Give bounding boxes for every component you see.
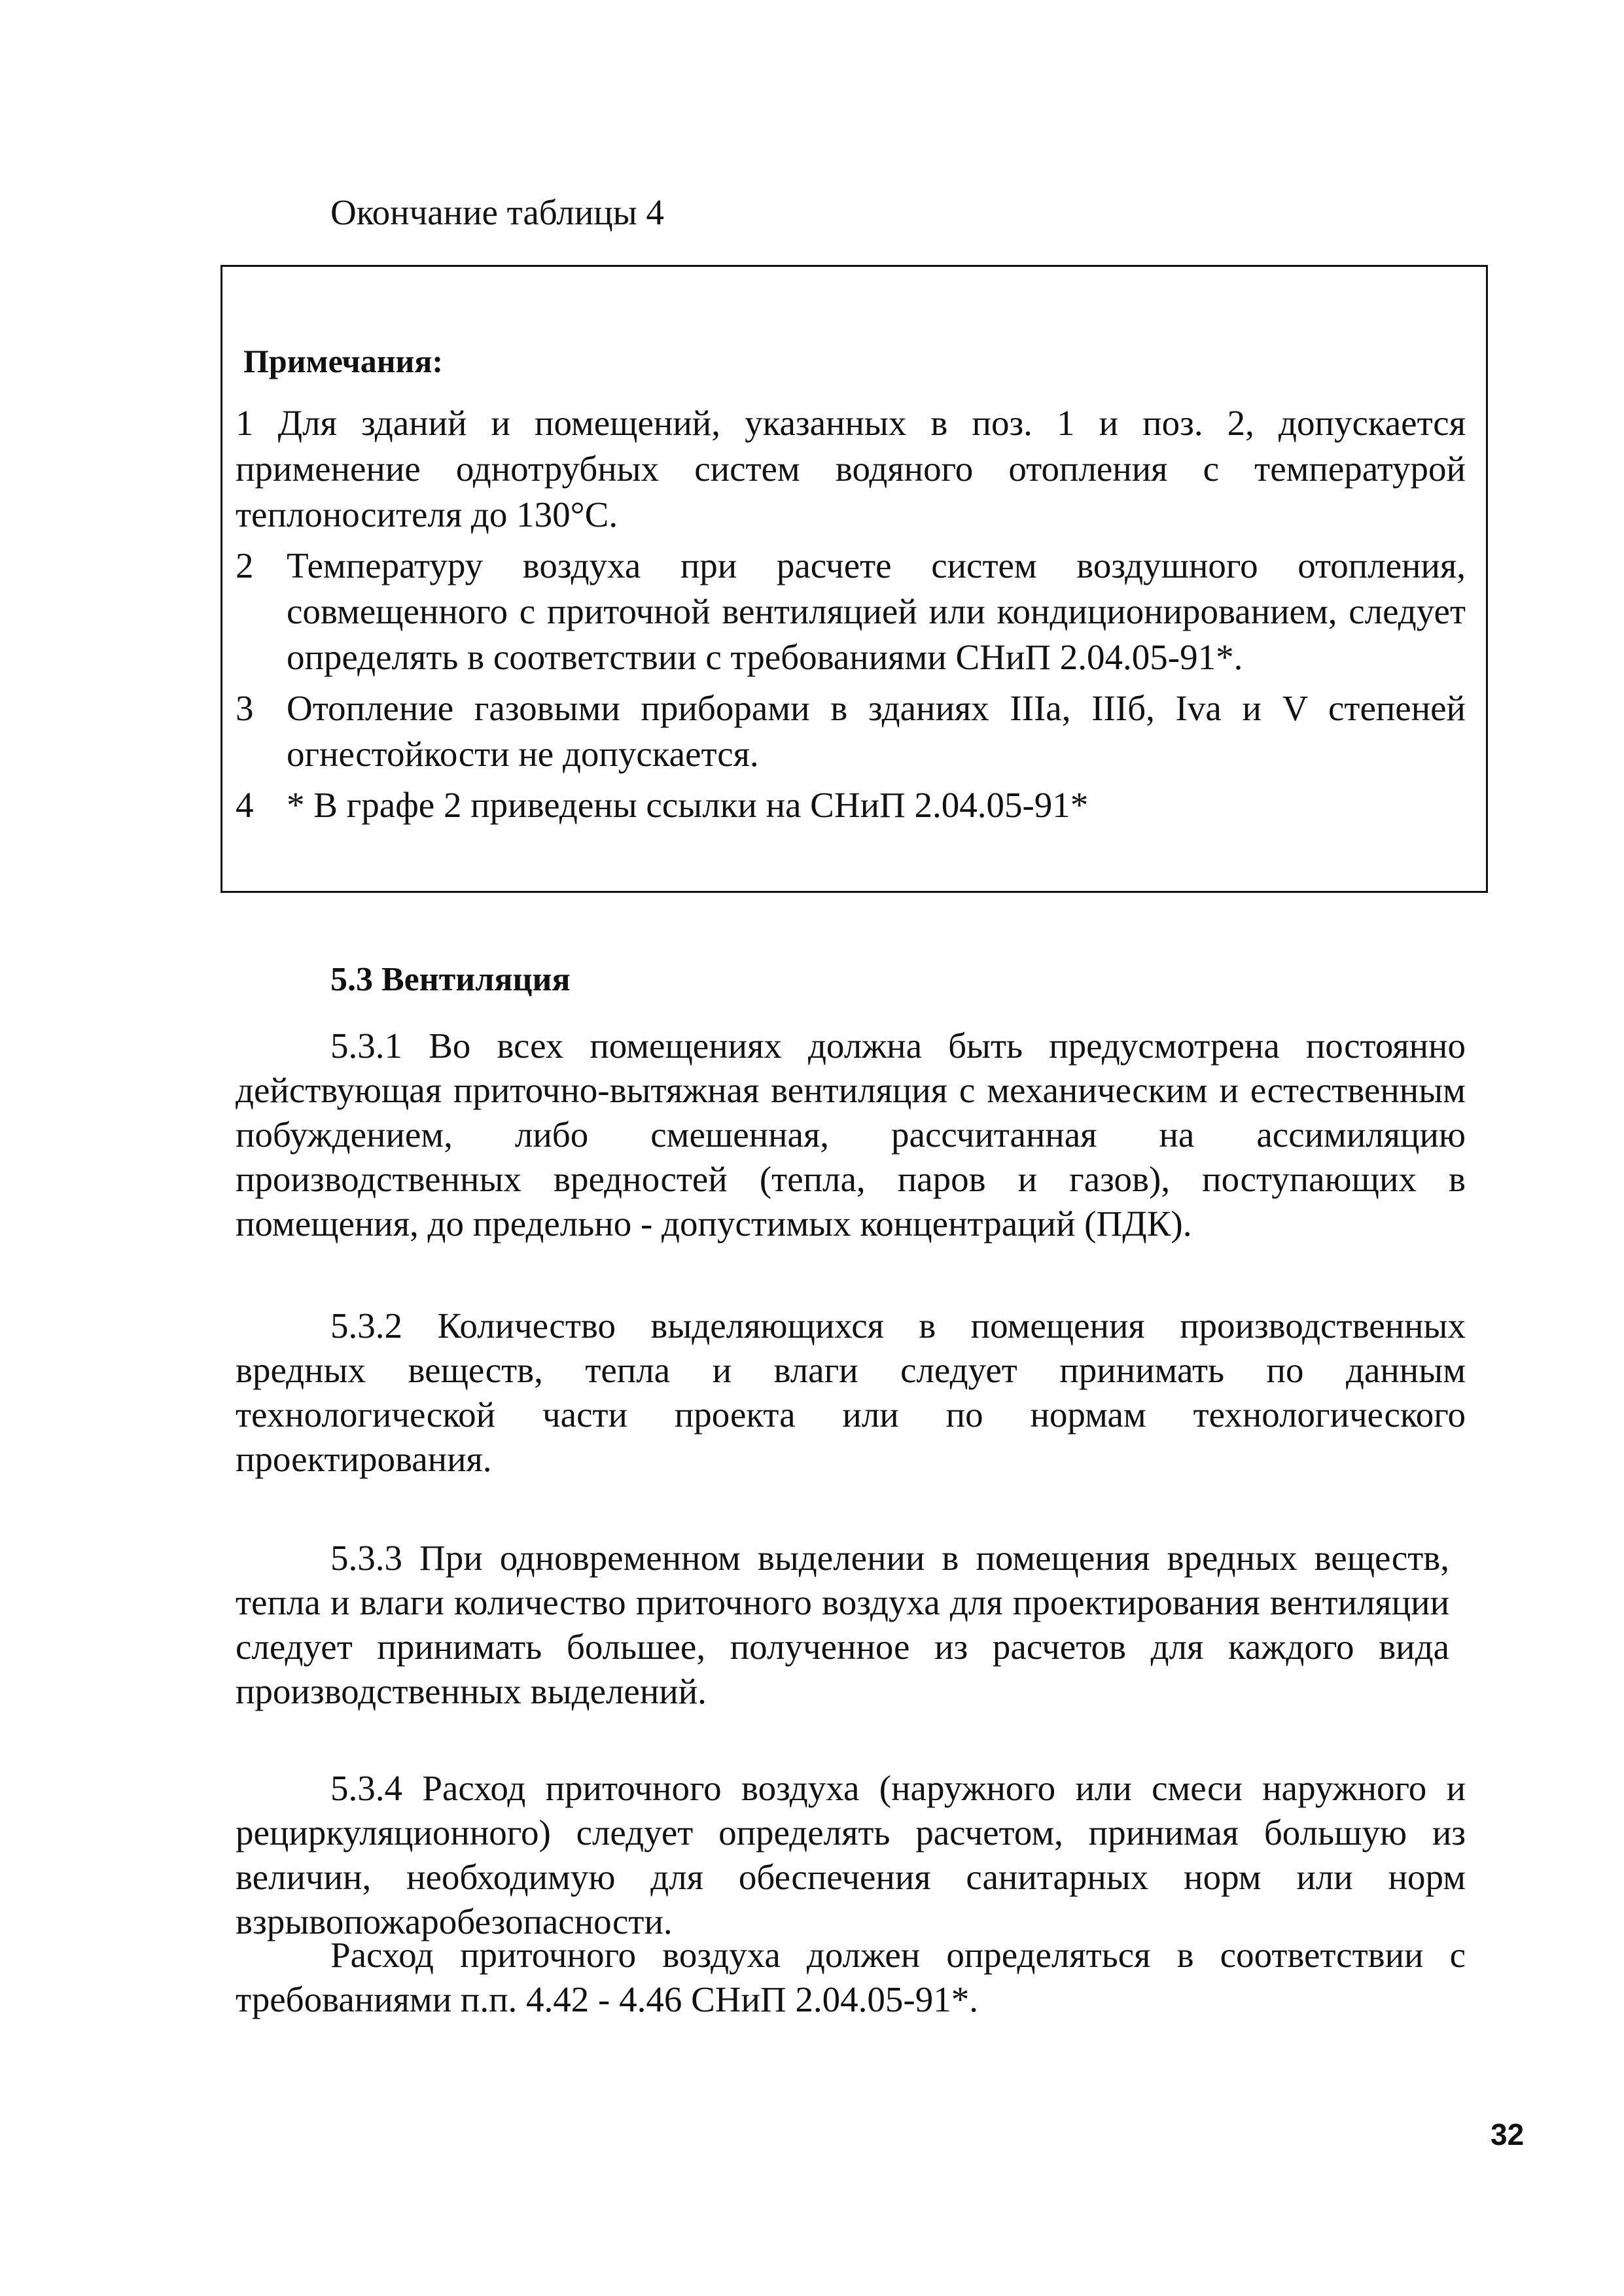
note-item [236, 543, 1466, 680]
page-number: 32 [1491, 2117, 1525, 2151]
paragraph-air-flow-requirements: Расход приточного воздуха должен определяться в соответствии с требованиями п.п. 4.42 - 4.46 СНиП 2.04.05-91*. [236, 1935, 1466, 2019]
note-number: 4 [236, 785, 254, 825]
table-caption: Окончание таблицы 4 [330, 192, 664, 232]
note-text: 1 Для зданий и помещений, указанных в поз. 1 и поз. 2, допускается применение однотрубных систем водяного отопления с температурой теплоносителя до 130°С. [236, 403, 1466, 534]
paragraph-5-3-3: 5.3.3 При одновременном выделении в помещения вредных веществ, тепла и влаги количество приточного воздуха для проектирования вентиляции следует принимать большее, полученное из расчетов для каждого вида производственных выделений. [236, 1538, 1449, 1711]
note-text: Температуру воздуха при расчете систем воздушного отопления, совмещенного с приточной вентиляцией или кондиционированием, следует определять в соответствии с требованиями СНиП 2.04.05-91*. [287, 546, 1466, 677]
section-heading: 5.3 Вентиляция [330, 961, 571, 998]
note-number: 2 [236, 546, 254, 585]
note-item [236, 782, 1466, 828]
note-item [236, 400, 1466, 538]
notes-list [236, 400, 1466, 833]
paragraph-5-3-1: 5.3.1 Во всех помещениях должна быть предусмотрена постоянно действующая приточно-вытяжная вентиляция с механическим и естественным побуждением, либо смешенная, рассчитанная на ассимиляцию производственных вредностей (тепла, паров и газов), поступающих в помещения, до предельно - допустимых концентраций (ПДК). [236, 1026, 1466, 1244]
note-number: 3 [236, 688, 254, 728]
note-text: Отопление газовыми приборами в зданиях IIIа, IIIб, Iva и V степеней огнестойкости не допускается. [287, 688, 1466, 774]
note-text: * В графе 2 приведены ссылки на СНиП 2.04.05-91* [287, 785, 1089, 825]
paragraph-5-3-4: 5.3.4 Расход приточного воздуха (наружного или смеси наружного и рециркуляционного) следует определять расчетом, принимая большую из величин, необходимую для обеспечения санитарных норм или норм взрывопожаробезопасности. [236, 1768, 1466, 1941]
notes-title: Примечания: [243, 343, 444, 379]
paragraph-5-3-2: 5.3.2 Количество выделяющихся в помещения производственных вредных веществ, тепла и влаги следует принимать по данным технологической части проекта или по нормам технологического проектирования. [236, 1306, 1466, 1479]
note-item [236, 686, 1466, 777]
